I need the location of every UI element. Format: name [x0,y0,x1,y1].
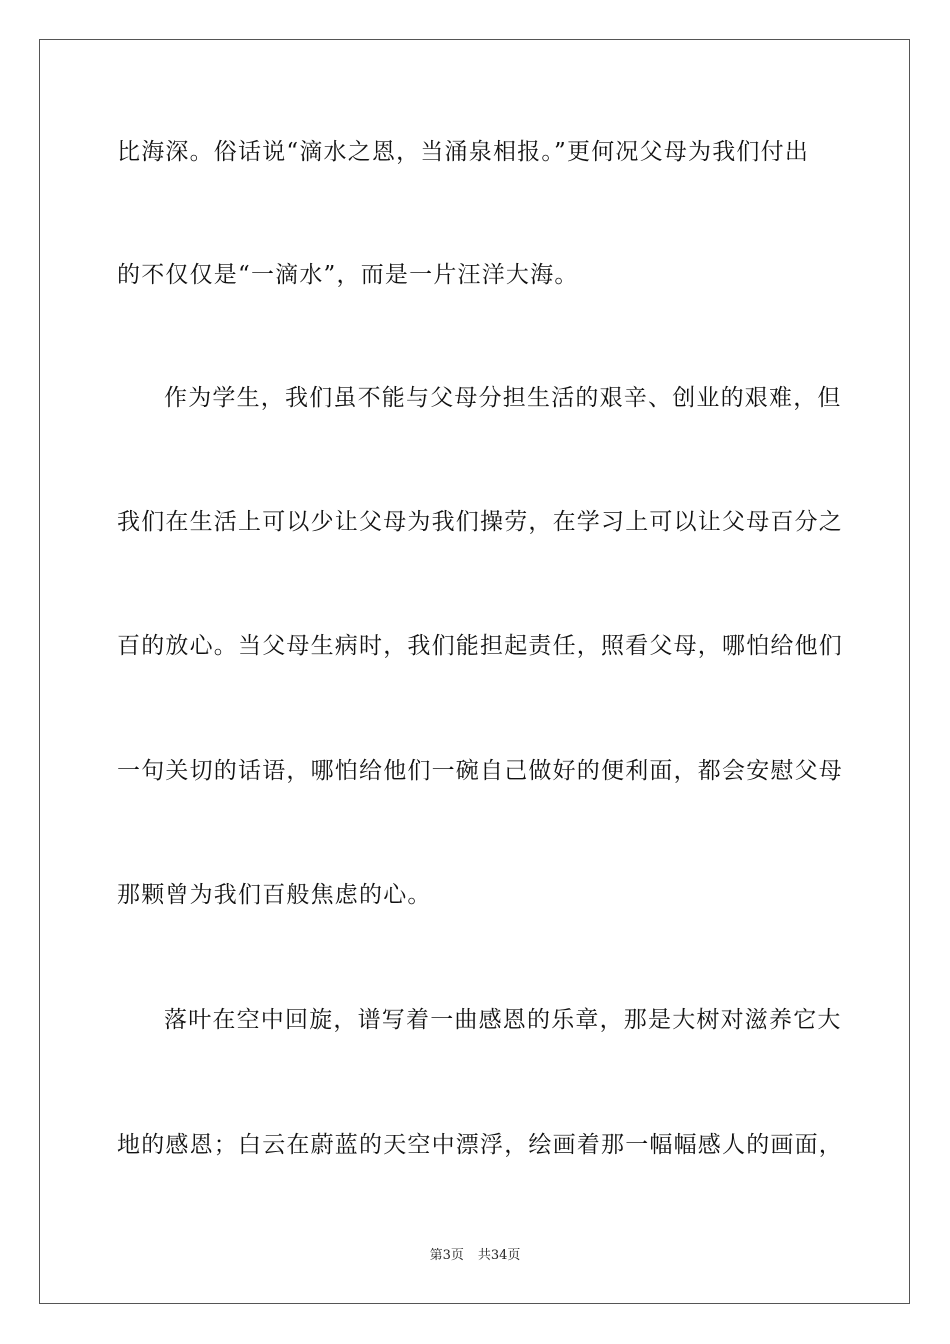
text-line: 那颗曾为我们百般焦虑的心。 [117,882,432,908]
text-line: 一句关切的话语，哪怕给他们一碗自己做好的便利面，都会安慰父母 [117,758,843,784]
text-line: 比海深。俗话说“滴水之恩，当涌泉相报。”更何况父母为我们付出 [117,139,810,165]
page-total: 共34页 [477,1248,521,1263]
text-line: 百的放心。当父母生病时，我们能担起责任，照看父母，哪怕给他们 [117,633,843,659]
text-line: 地的感恩；白云在蔚蓝的天空中漂浮，绘画着那一幅幅感人的画面， [117,1132,843,1158]
page-number: 第3页 [429,1248,464,1263]
page-footer [0,1247,950,1265]
text-line: 我们在生活上可以少让父母为我们操劳，在学习上可以让父母百分之 [117,509,843,535]
page-frame [39,39,910,1304]
text-line-paragraph-start: 落叶在空中回旋，谱写着一曲感恩的乐章，那是大树对滋养它大 [164,1007,842,1033]
text-line-paragraph-start: 作为学生，我们虽不能与父母分担生活的艰辛、创业的艰难，但 [164,385,842,411]
text-line: 的不仅仅是“一滴水”，而是一片汪洋大海。 [117,262,579,288]
